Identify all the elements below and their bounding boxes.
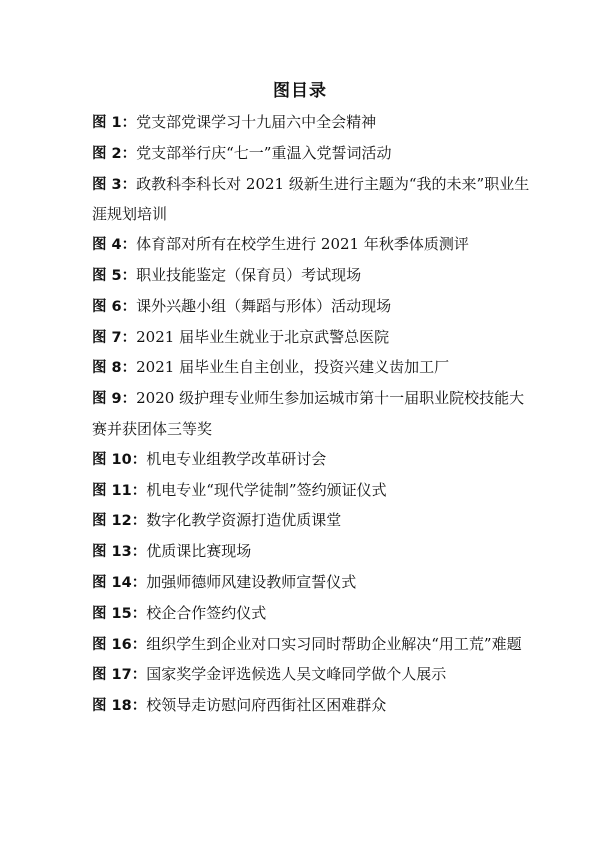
list-item bbox=[92, 506, 532, 537]
figure-caption: 党支部党课学习十九届六中全会精神 bbox=[136, 113, 377, 131]
figure-label: 图 14： bbox=[92, 574, 147, 591]
figure-label: 图 4： bbox=[92, 237, 137, 254]
figure-caption: 职业技能鉴定（保育员）考试现场 bbox=[136, 265, 362, 284]
figure-label: 图 7： bbox=[92, 329, 137, 346]
figure-caption: 政教科李科长对 2021 级新生进行主题为“我的未来”职业生涯规划培训 bbox=[92, 174, 530, 224]
list-item bbox=[92, 353, 532, 384]
list-item bbox=[92, 537, 532, 568]
figure-caption: 机电专业“现代学徒制”签约颁证仪式 bbox=[146, 480, 387, 499]
figure-caption: 2021 届毕业生就业于北京武警总医院 bbox=[136, 327, 390, 346]
figure-label: 图 8： bbox=[92, 360, 137, 377]
figure-list bbox=[92, 108, 532, 722]
list-item bbox=[92, 323, 532, 354]
list-item bbox=[92, 170, 532, 231]
figure-label: 图 18： bbox=[92, 698, 147, 715]
figure-caption: 体育部对所有在校学生进行 2021 年秋季体质测评 bbox=[136, 235, 469, 254]
figure-caption: 优质课比赛现场 bbox=[146, 542, 252, 561]
list-item bbox=[92, 476, 532, 507]
list-item bbox=[92, 660, 532, 691]
list-item bbox=[92, 445, 532, 476]
figure-label: 图 16： bbox=[92, 636, 147, 653]
page-title: 图目录 bbox=[273, 81, 327, 101]
figure-label: 图 10： bbox=[92, 451, 147, 468]
figure-caption: 机电专业组教学改革研讨会 bbox=[146, 449, 327, 468]
figure-caption: 2021 届毕业生自主创业，投资兴建义齿加工厂 bbox=[136, 358, 450, 377]
figure-caption: 校领导走访慰问府西街社区困难群众 bbox=[146, 696, 387, 715]
figure-caption: 国家奖学金评选候选人吴文峰同学做个人展示 bbox=[146, 665, 447, 684]
figure-label: 图 5： bbox=[92, 267, 137, 284]
figure-label: 图 17： bbox=[92, 667, 147, 684]
figure-label: 图 9： bbox=[92, 391, 137, 408]
list-item bbox=[92, 230, 532, 261]
figure-caption: 课外兴趣小组（舞蹈与形体）活动现场 bbox=[136, 296, 392, 315]
figure-caption: 党支部举行庆“七一”重温入党誓词活动 bbox=[136, 143, 392, 162]
figure-caption: 2020 级护理专业师生参加运城市第十一届职业院校技能大赛并获团体三等奖 bbox=[92, 389, 525, 438]
figure-caption: 数字化教学资源打造优质课堂 bbox=[146, 511, 342, 530]
figure-label: 图 3： bbox=[92, 176, 137, 193]
figure-label: 图 13： bbox=[92, 544, 147, 561]
figure-label: 图 2： bbox=[92, 145, 137, 162]
list-item bbox=[92, 599, 532, 630]
figure-caption: 组织学生到企业对口实习同时帮助企业解决“用工荒”难题 bbox=[146, 634, 522, 653]
figure-label: 图 1： bbox=[92, 115, 137, 131]
figure-label: 图 15： bbox=[92, 605, 147, 622]
list-item bbox=[92, 568, 532, 599]
list-item bbox=[92, 261, 532, 292]
list-item bbox=[92, 630, 532, 661]
list-item bbox=[92, 691, 532, 722]
figure-label: 图 6： bbox=[92, 298, 137, 315]
list-item bbox=[92, 108, 532, 139]
list-item bbox=[92, 384, 532, 445]
figure-caption: 加强师德师风建设教师宣誓仪式 bbox=[146, 572, 357, 591]
figure-label: 图 11： bbox=[92, 482, 147, 499]
figure-caption: 校企合作签约仪式 bbox=[146, 603, 267, 622]
list-item bbox=[92, 292, 532, 323]
figure-label: 图 12： bbox=[92, 513, 147, 530]
list-item bbox=[92, 139, 532, 170]
